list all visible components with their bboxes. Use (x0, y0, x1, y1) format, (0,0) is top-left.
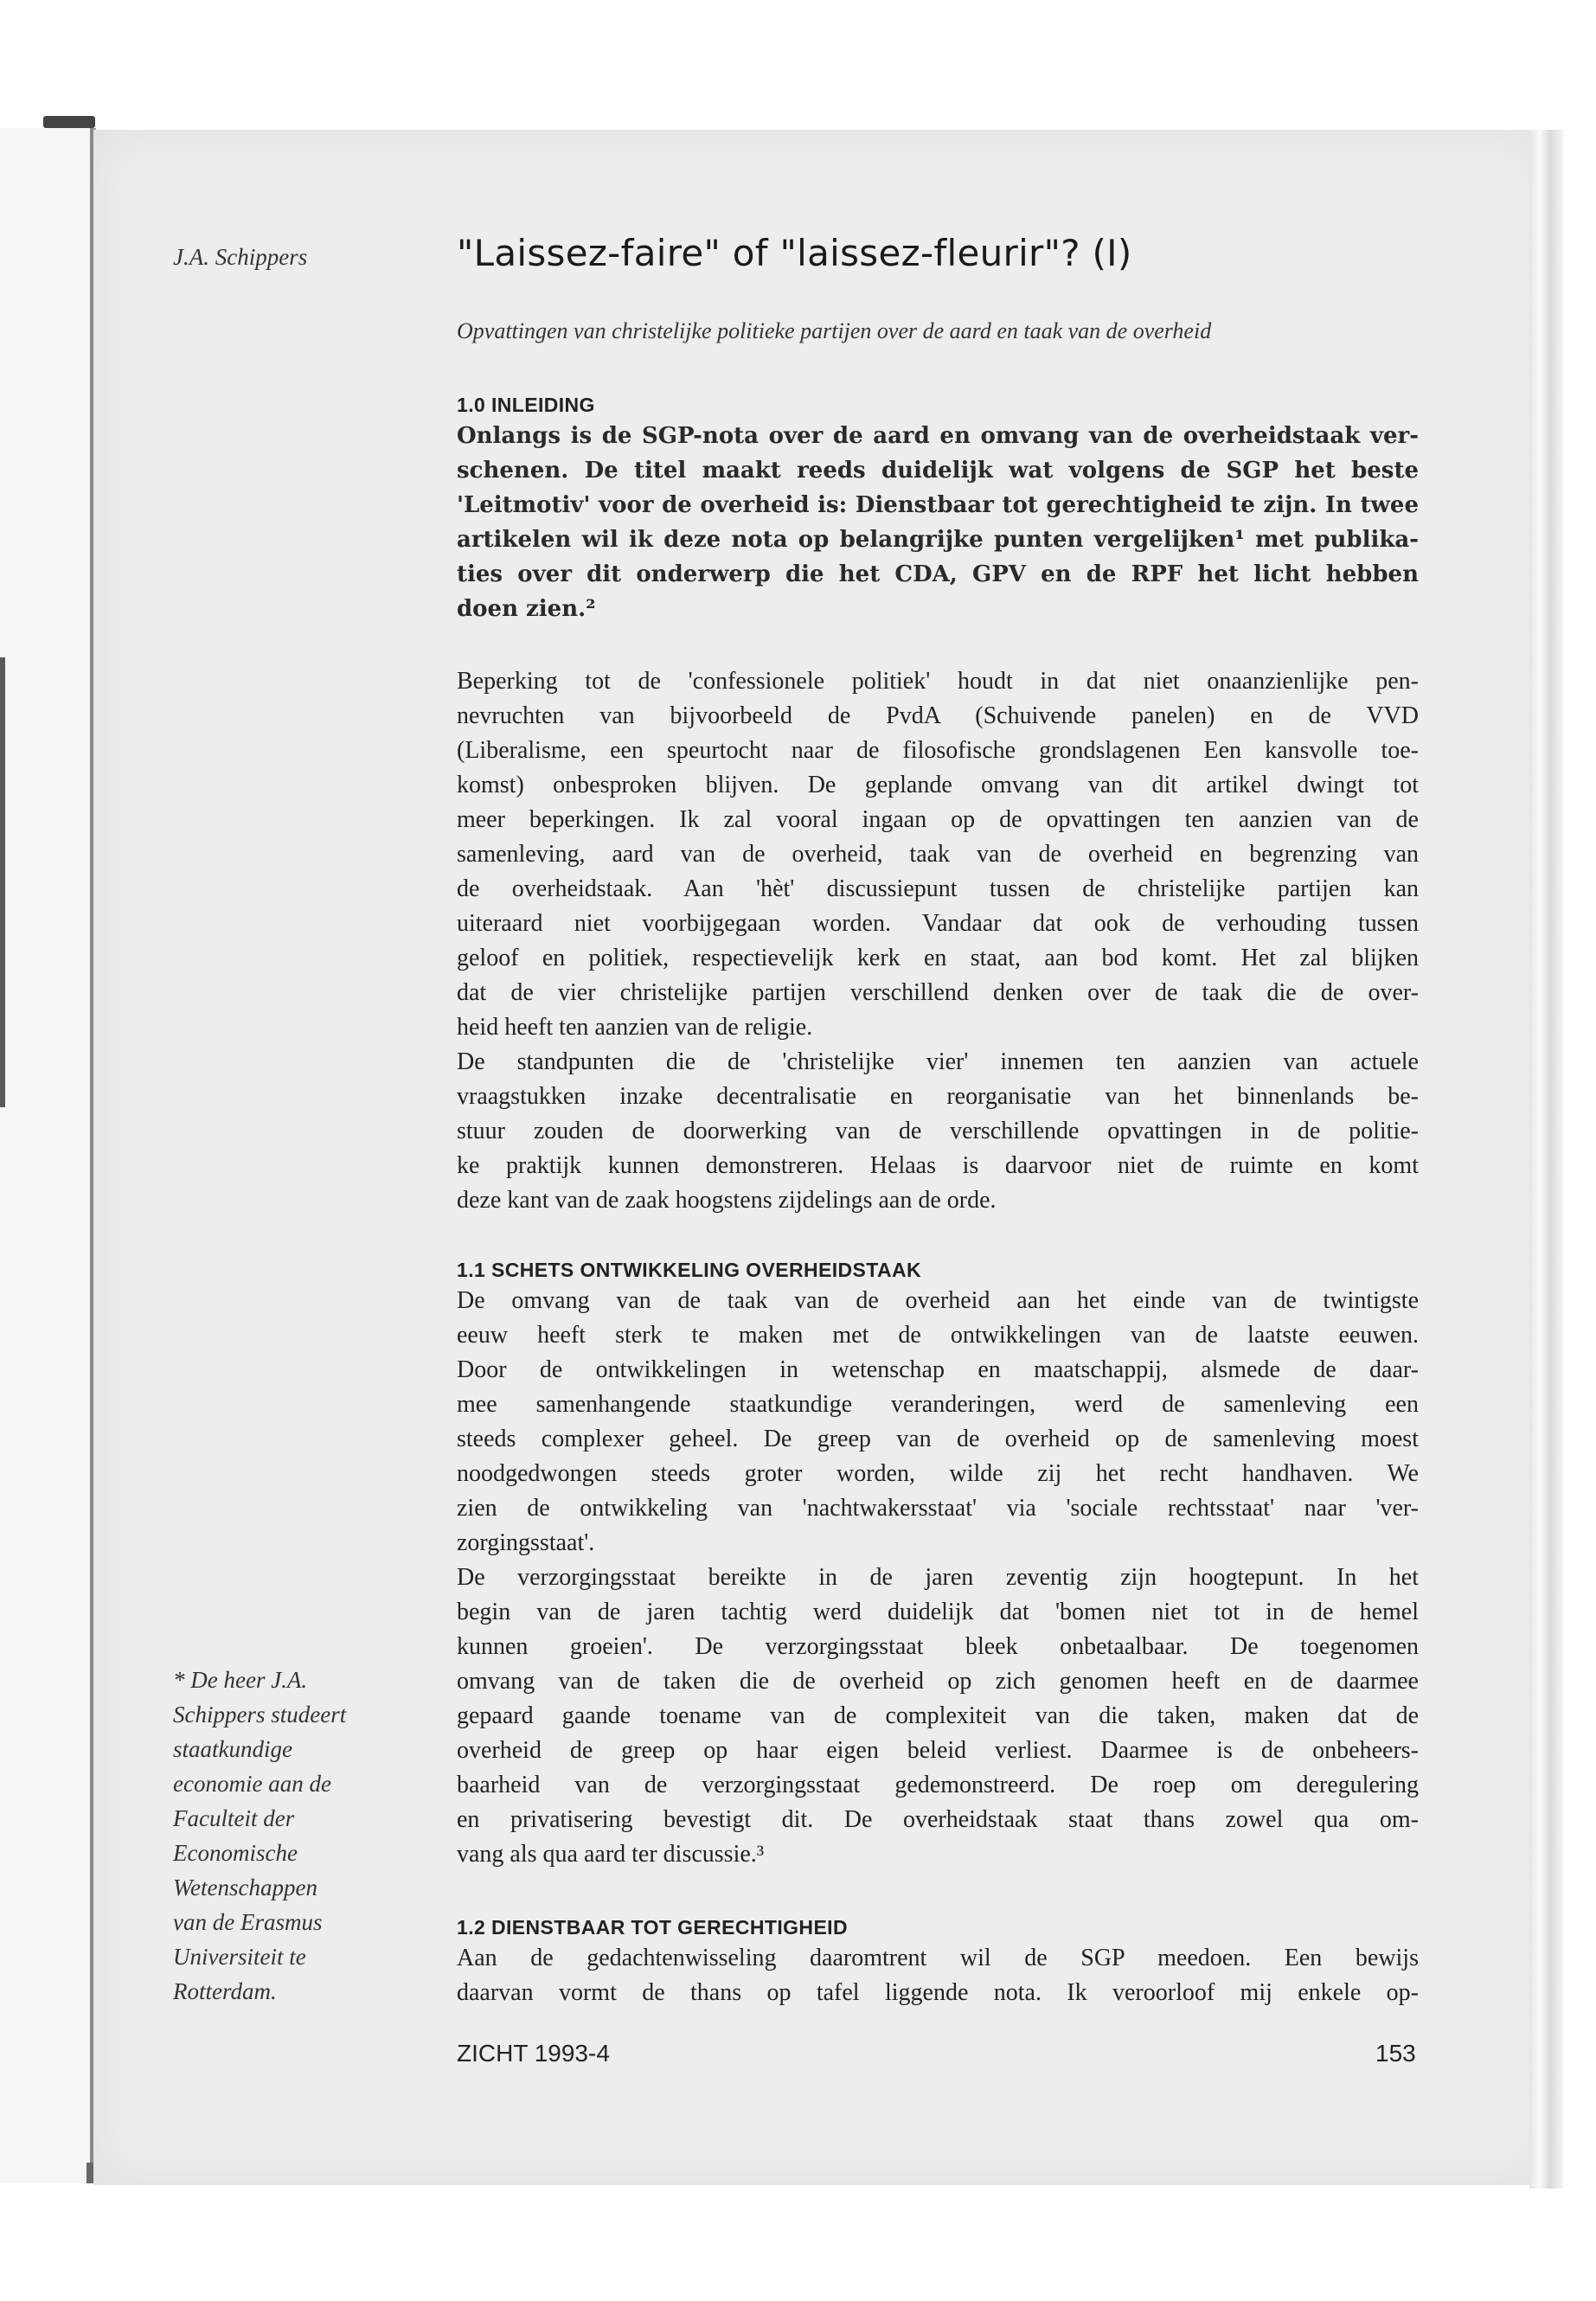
body-line: Beperking tot de 'confessionele politiek' houdt in dat niet onaanzienlijke pen- (457, 668, 1419, 695)
body-line: zien de ontwikkeling van 'nachtwakersstaat' via 'sociale rechtsstaat' naar 'ver- (457, 1495, 1419, 1522)
body-line: eeuw heeft sterk te maken met de ontwikkelingen van de laatste eeuwen. (457, 1322, 1419, 1349)
author-note-line: Economische (173, 1840, 298, 1866)
body-line: gepaard gaande toename van de complexiteit van die taken, maken dat de (457, 1702, 1419, 1729)
body-paragraph-dienstbaar (457, 1941, 1419, 2010)
author-note-line: Faculteit der (173, 1805, 295, 1831)
page-stack-edge (1529, 130, 1564, 2189)
body-line: vraagstukken inzake decentralisatie en reorganisatie van het binnenlands be- (457, 1083, 1419, 1110)
author-note-line: Universiteit te (173, 1944, 306, 1970)
article-subtitle: Opvattingen van christelijke politieke partijen over de aard en taak van de overheid (457, 318, 1212, 343)
body-line: baarheid van de verzorgingsstaat gedemonstreerd. De roep om deregulering (457, 1772, 1419, 1798)
body-line: overheid de greep op haar eigen beleid verliest. Daarmee is de onbeheers- (457, 1737, 1419, 1764)
body-line: deze kant van de zaak hoogstens zijdelings aan de orde. (457, 1187, 997, 1214)
body-line: kunnen groeien'. De verzorgingsstaat bleek onbetaalbaar. De toegenomen (457, 1633, 1419, 1660)
body-line: De omvang van de taak van de overheid aan het einde van de twintigste (457, 1287, 1419, 1314)
author-note-line: economie aan de (173, 1771, 331, 1797)
body-line: komst) onbesproken blijven. De geplande omvang van dit artikel dwingt tot (457, 772, 1419, 798)
author-note-line: * De heer J.A. (173, 1667, 308, 1693)
body-line: meer beperkingen. Ik zal vooral ingaan op de opvattingen ten aanzien van de (457, 806, 1419, 833)
binding-clip (43, 116, 95, 128)
intro-line: ties over dit onderwerp die het CDA, GPV en de RPF het licht hebben (457, 561, 1419, 587)
body-line: zorgingsstaat'. (457, 1529, 595, 1556)
body-line: ke praktijk kunnen demonstreren. Helaas is daarvoor niet de ruimte en komt (457, 1152, 1419, 1179)
author-note-line: Schippers studeert (173, 1702, 347, 1727)
page-number: 153 (1375, 2040, 1416, 2067)
author-note-line: Rotterdam. (173, 1978, 277, 2004)
heading-inleiding: 1.0 INLEIDING (457, 394, 595, 416)
body-paragraph-schets (457, 1284, 1419, 1872)
body-line: Aan de gedachtenwisseling daaromtrent wil de SGP meedoen. Een bewijs (457, 1945, 1419, 1971)
body-line: dat de vier christelijke partijen verschillend denken over de taak die de over- (457, 979, 1419, 1006)
intro-line: artikelen wil ik deze nota op belangrijke punten vergelijken¹ met publika- (457, 527, 1419, 553)
author-note-line: van de Erasmus (173, 1909, 323, 1935)
body-line: heid heeft ten aanzien van de religie. (457, 1014, 813, 1041)
body-line: De verzorgingsstaat bereikte in de jaren zeventig zijn hoogtepunt. In het (457, 1564, 1419, 1591)
article-title: "Laissez-faire" of "laissez-fleurir"? (I) (457, 232, 1132, 274)
body-line: geloof en politiek, respectievelijk kerk en staat, aan bod komt. Het zal blijken (457, 945, 1419, 971)
body-line: De standpunten die de 'christelijke vier' innemen ten aanzien van actuele (457, 1048, 1419, 1075)
binding-edge (0, 128, 96, 2183)
body-line: samenleving, aard van de overheid, taak van de overheid en begrenzing van (457, 841, 1419, 868)
body-paragraph-inleiding (457, 664, 1419, 1218)
body-line: Door de ontwikkelingen in wetenschap en maatschappij, alsmede de daar- (457, 1356, 1419, 1383)
body-line: daarvan vormt de thans op tafel liggende nota. Ik veroorloof mij enkele op- (457, 1979, 1419, 2006)
binding-shadow (0, 657, 5, 1107)
author-note-line: staatkundige (173, 1736, 292, 1762)
intro-line: 'Leitmotiv' voor de overheid is: Dienstbaar tot gerechtigheid te zijn. In twee (457, 492, 1419, 518)
heading-schets: 1.1 SCHETS ONTWIKKELING OVERHEIDSTAAK (457, 1259, 922, 1281)
body-line: omvang van de taken die de overheid op zich genomen heeft en de daarmee (457, 1668, 1419, 1695)
body-line: stuur zouden de doorwerking van de verschillende opvattingen in de politie- (457, 1118, 1419, 1144)
body-line: mee samenhangende staatkundige veranderingen, werd de samenleving een (457, 1391, 1419, 1418)
body-line: steeds complexer geheel. De greep van de overheid op de samenleving moest (457, 1426, 1419, 1452)
body-line: en privatisering bevestigt dit. De overheidstaak staat thans zowel qua om- (457, 1806, 1419, 1833)
author-name: J.A. Schippers (173, 244, 308, 270)
intro-line: doen zien.² (457, 596, 596, 622)
intro-line: schenen. De titel maakt reeds duidelijk wat volgens de SGP het beste (457, 458, 1419, 484)
body-line: uiteraard niet voorbijgegaan worden. Vandaar dat ook de verhouding tussen (457, 910, 1419, 937)
body-line: (Liberalisme, een speurtocht naar de filosofische grondslagenen Een kansvolle toe- (457, 737, 1419, 764)
body-line: begin van de jaren tachtig werd duidelijk dat 'bomen niet tot in de hemel (457, 1599, 1419, 1625)
body-line: noodgedwongen steeds groter worden, wilde zij het recht handhaven. We (457, 1460, 1419, 1487)
intro-line: Onlangs is de SGP-nota over de aard en omvang van de overheidstaak ver- (457, 423, 1419, 449)
author-note (173, 1663, 415, 2009)
heading-dienstbaar: 1.2 DIENSTBAAR TOT GERECHTIGHEID (457, 1916, 848, 1939)
body-line: vang als qua aard ter discussie.³ (457, 1841, 765, 1868)
author-note-line: Wetenschappen (173, 1875, 317, 1900)
journal-issue: ZICHT 1993-4 (457, 2040, 610, 2067)
body-line: de overheidstaak. Aan 'hèt' discussiepunt tussen de christelijke partijen kan (457, 875, 1419, 902)
body-line: nevruchten van bijvoorbeeld de PvdA (Schuivende panelen) en de VVD (457, 702, 1419, 729)
intro-paragraph (457, 419, 1419, 626)
